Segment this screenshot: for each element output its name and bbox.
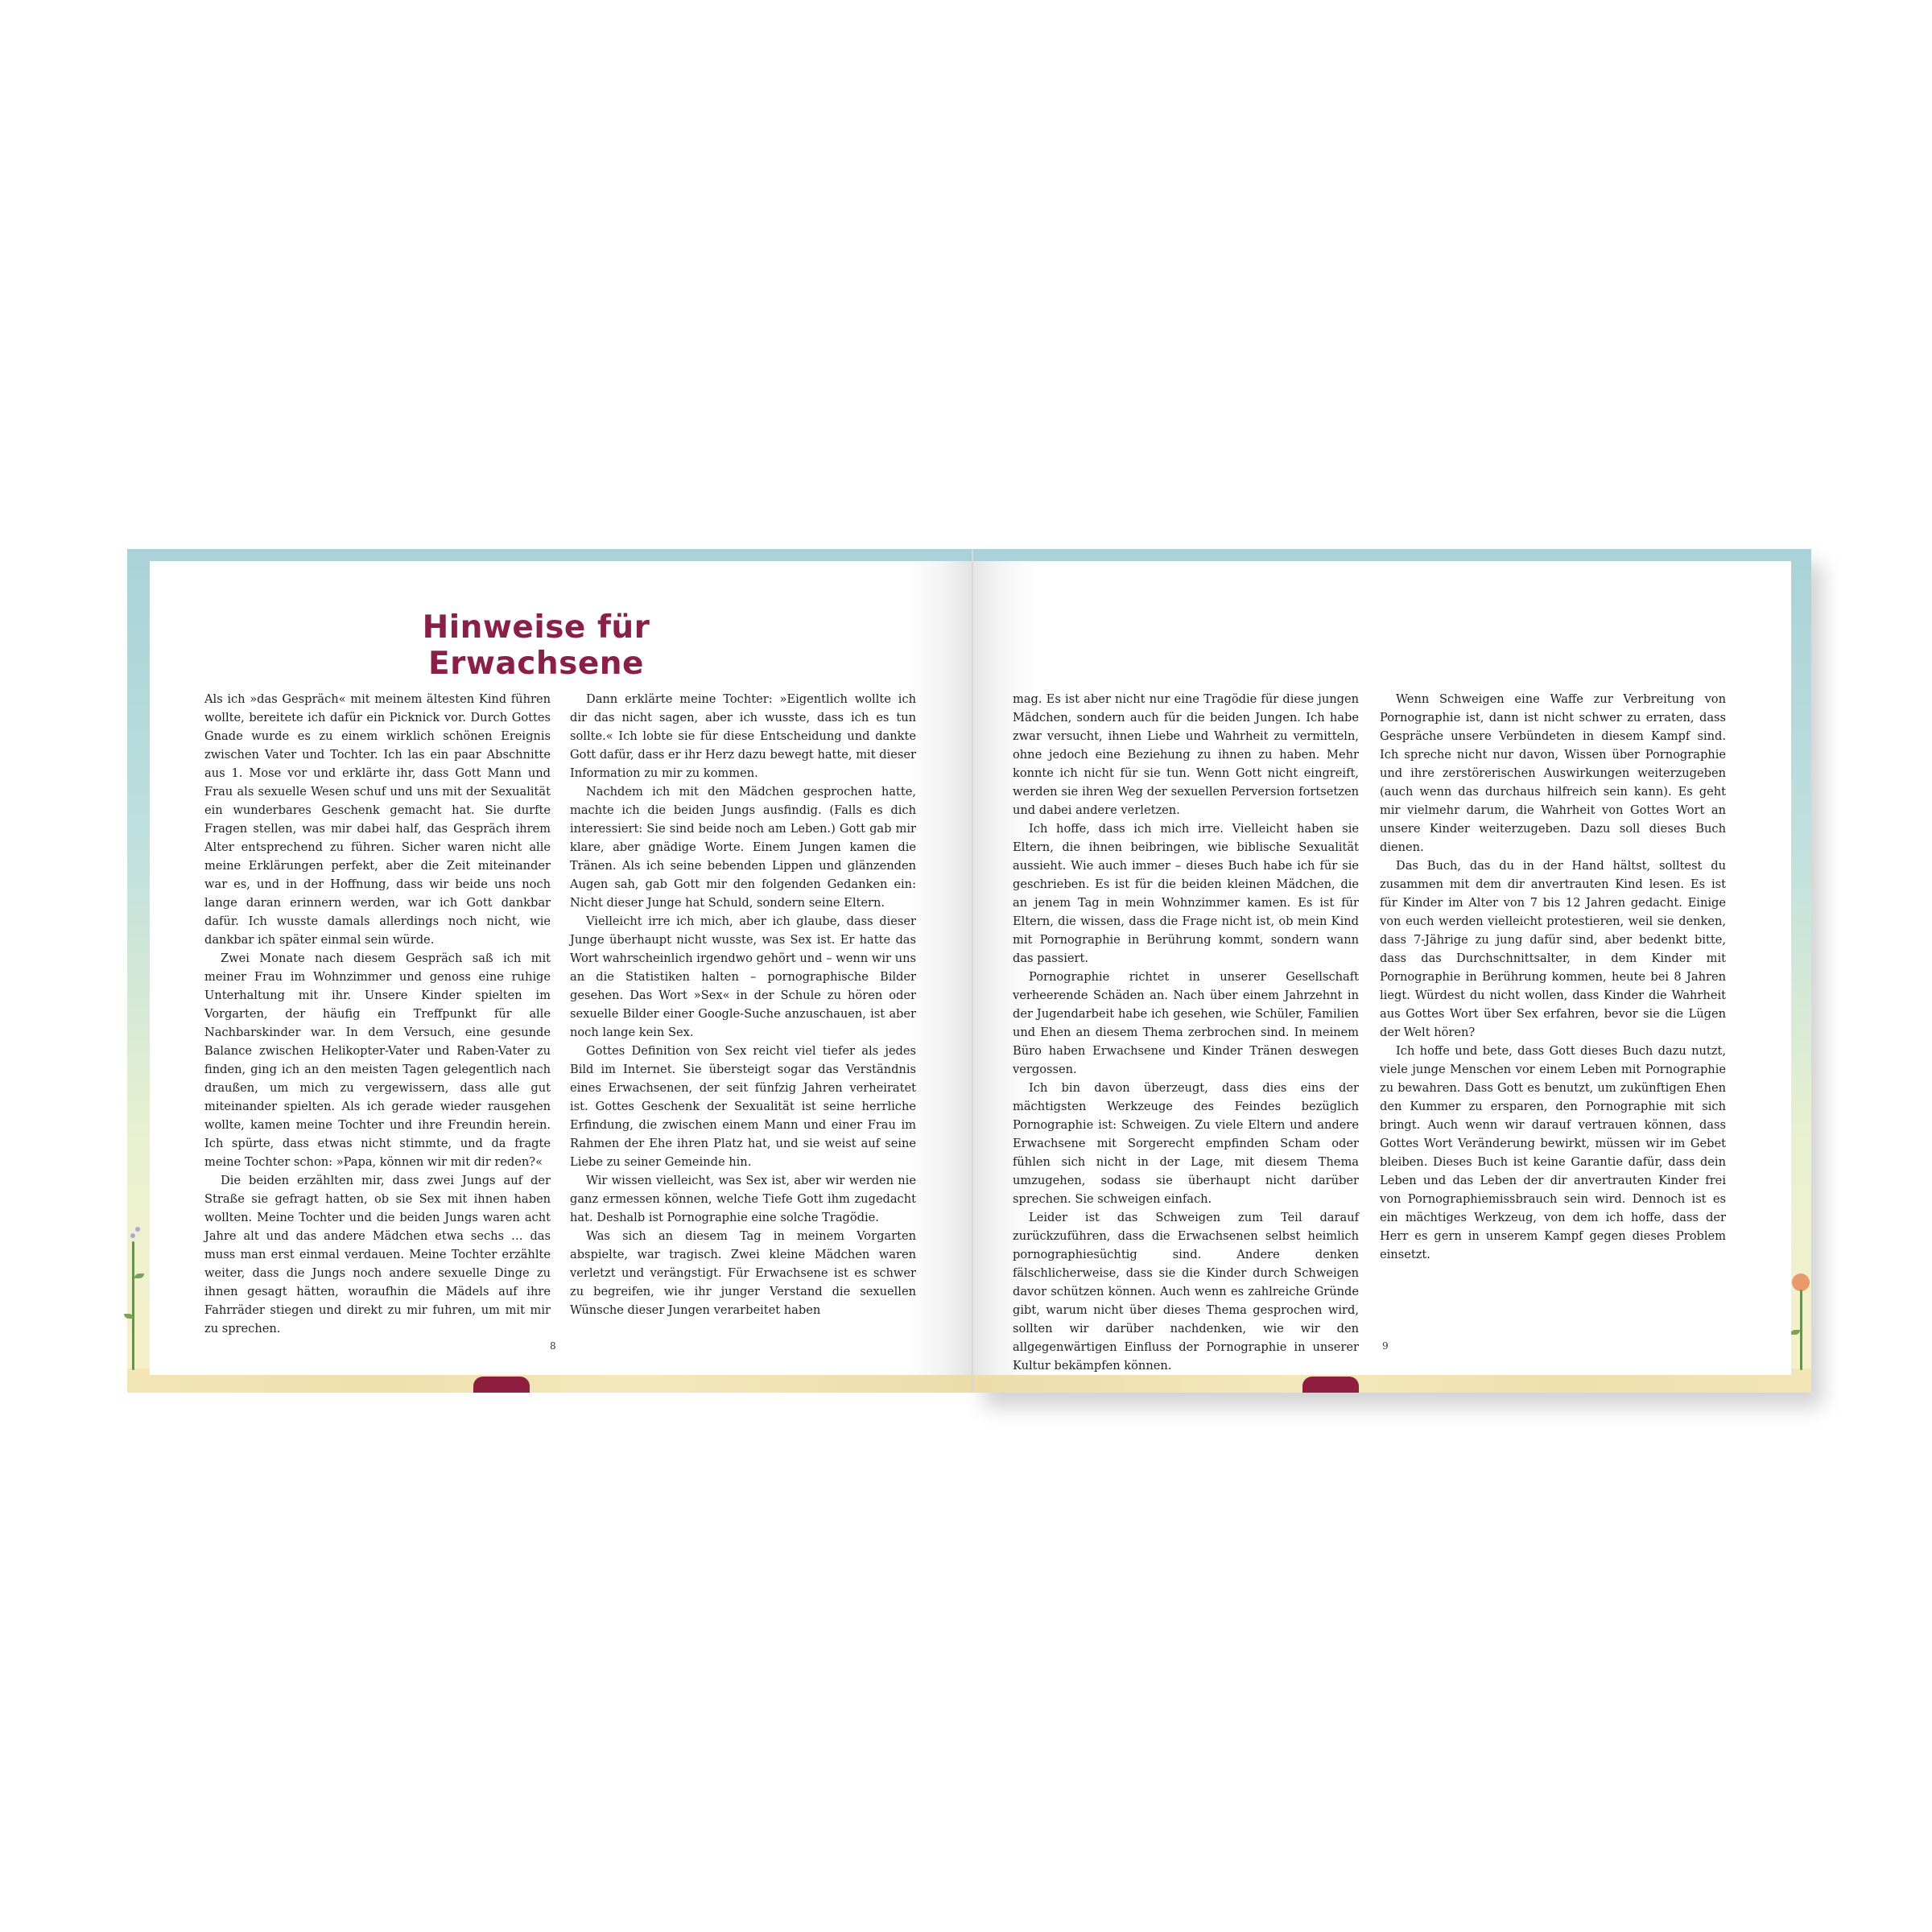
paragraph: mag. Es ist aber nicht nur eine Tragödie für diese jungen Mädchen, sondern auch für die beiden Jungen. Ich habe zwar versucht, ihnen Liebe und Wahrheit zu vermitteln, ohne jedoch eine Beziehung zu ihnen zu haben. Mehr konnte ich nicht für sie tun. Wenn Gott nicht eingreift, werden sie ihren Weg der sexuellen Perversion fortsetzen und dabei andere verletzen. [1013, 692, 1359, 817]
page-left [150, 561, 972, 1375]
paragraph: Ich bin davon überzeugt, dass dies eins der mächtigsten Werkzeuge des Feindes bezüglich Pornographie ist: Schweigen. Zu viele Eltern und andere Erwachsene mit Sorgerecht empfinden Scham oder fühlen sich nicht in der Lage, mit diesem Thema umzugehen, sodass sie überhaupt nicht darüber sprechen. Sie schweigen einfach. [1013, 1081, 1359, 1206]
paragraph: Vielleicht irre ich mich, aber ich glaube, dass dieser Junge überhaupt nicht wusste, was Sex ist. Er hatte das Wort wahrscheinlich irgendwo gehört und – wenn wir uns an die Statistiken halten – pornographische Bilder gesehen. Das Wort »Sex« in der Schule zu hören oder sexuelle Bilder einer Google-Suche anzuschauen, ist aber noch lange kein Sex. [570, 914, 916, 1039]
page-number: 8 [550, 1340, 556, 1352]
text-column-4 [1380, 690, 1726, 1264]
paragraph: Leider ist das Schweigen zum Teil darauf zurückzuführen, dass die Erwachsenen selbst heimlich pornographiesüchtig sind. Andere denken fälschlicherweise, dass sie die Kinder durch Schweigen davor schützen können. Auch wenn es zahlreiche Gründe gibt, warum nicht über dieses Thema gesprochen wird, sollten wir darüber nachdenken, wie wir den allgegenwärtigen Einfluss der Pornographie in unserer Kultur bekämpfen können. [1013, 1211, 1359, 1373]
paragraph: Ich hoffe und bete, dass Gott dieses Buch dazu nutzt, viele junge Menschen vor einem Leben mit Pornographie zu bewahren. Dass Gott es benutzt, um zukünftigen Ehen den Kummer zu ersparen, den Pornographie mit sich bringt. Auch wenn wir darauf vertrauen können, dass Gottes Wort Veränderung bewirkt, müssen wir im Gebet bleiben. Dieses Buch ist keine Garantie dafür, dass dein Leben und das Leben der dir anvertrauten Kinder frei von Pornographiemissbrauch sein wird. Dennoch ist es ein mächtiges Werkzeug, von dem ich hoffe, dass der Herr es gern in unserem Kampf gegen dieses Problem einsetzt. [1380, 1044, 1726, 1261]
paragraph: Ich hoffe, dass ich mich irre. Vielleicht haben sie Eltern, die ihnen beibringen, wie biblische Sexualität aussieht. Wie auch immer – dieses Buch habe ich für sie geschrieben. Es ist für die beiden kleinen Mädchen, die an jenem Tag in mein Wohnzimmer kamen. Es ist für Eltern, die wissen, dass die Frage nicht ist, ob mein Kind mit Pornographie in Berührung kommt, sondern wann das passiert. [1013, 822, 1359, 965]
flower-illustration [1302, 1377, 1359, 1393]
paragraph: Wenn Schweigen eine Waffe zur Verbreitung von Pornographie ist, dann ist nicht schwer zu erraten, dass Gespräche unsere Verbündeten in diesem Kampf sind. Ich spreche nicht nur davon, Wissen über Pornographie und ihre zerstörerischen Auswirkungen weiterzugeben (auch wenn das durchaus hilfreich sein kann). Es geht mir vielmehr darum, die Wahrheit von Gottes Wort an unsere Kinder weiterzugeben. Dazu soll dieses Buch dienen. [1380, 692, 1726, 854]
book-spread [127, 549, 1811, 1393]
paragraph: Gottes Definition von Sex reicht viel tiefer als jedes Bild im Internet. Sie übersteigt sogar das Verständnis eines Erwachsenen, der seit fünfzig Jahren verheiratet ist. Gottes Geschenk der Sexualität ist seine herrliche Erfindung, die zwischen einem Mann und einer Frau im Rahmen der Ehe ihren Platz hat, und sie weist auf seine Liebe zu seiner Gemeinde hin. [570, 1044, 916, 1169]
paragraph: Wir wissen vielleicht, was Sex ist, aber wir werden nie ganz ermessen können, welche Tiefe Gott ihm zugedacht hat. Deshalb ist Pornographie eine solche Tragödie. [570, 1174, 916, 1224]
paragraph: Pornographie richtet in unserer Gesellschaft verheerende Schäden an. Nach über einem Jahrzehnt in der Jugendarbeit habe ich gesehen, wie Schüler, Familien und Ehen an diesem Thema zerbrochen sind. In meinem Büro haben Erwachsene und Kinder Tränen deswegen vergossen. [1013, 970, 1359, 1076]
paragraph: Zwei Monate nach diesem Gespräch saß ich mit meiner Frau im Wohnzimmer und genoss eine ruhige Unterhaltung mit ihr. Unsere Kinder spielten im Vorgarten, der häufig ein Treffpunkt für alle Nachbarskinder war. In dem Versuch, eine gesunde Balance zwischen Helikopter-Vater und Raben-Vater zu finden, ging ich an den meisten Tagen gelegentlich nach draußen, um mich zu vergewissern, dass alle gut miteinander spielten. Als ich gerade wieder rausgehen wollte, kamen meine Tochter und ihre Freundin herein. Ich spürte, dass etwas nicht stimmte, und da fragte meine Tochter schon: »Papa, können wir mit dir reden?« [204, 952, 551, 1169]
paragraph: Das Buch, das du in der Hand hältst, solltest du zusammen mit dem dir anvertrauten Kind lesen. Es ist für Kinder im Alter von 7 bis 12 Jahren gedacht. Einige von euch werden vielleicht protestieren, weil sie denken, dass 7-Jährige zu jung dafür sind, aber bedenkt bitte, dass das Durchschnittsalter, in dem Kinder mit Pornographie in Berührung kommen, heute bei 8 Jahren liegt. Würdest du nicht wollen, dass Kinder die Wahrheit aus Gottes Wort über Sex erfahren, bevor sie die Lügen der Welt hören? [1380, 859, 1726, 1039]
text-column-1 [204, 690, 551, 1338]
lavender-decoration [135, 1227, 140, 1232]
book-gutter [972, 549, 973, 1393]
paragraph: Nachdem ich mit den Mädchen gesprochen hatte, machte ich die beiden Jungs ausfindig. (Falls es dich interessiert: Sie sind beide noch am Leben.) Gott gab mir klare, aber gnädige Worte. Einem Jungen kamen die Tränen. Als ich seine bebenden Lippen und glänzenden Augen sah, gab Gott mir den folgenden Gedanken ein: Nicht dieser Junge hat Schuld, sondern seine Eltern. [570, 785, 916, 910]
text-column-3 [1013, 690, 1359, 1375]
poppy-decoration [1792, 1274, 1810, 1291]
section-title: Hinweise für Erwachsene [422, 609, 650, 682]
paragraph: Als ich »das Gespräch« mit meinem ältesten Kind führen wollte, bereitete ich dafür ein Picknick vor. Durch Gottes Gnade wurde es zu einem wirklich schönen Ereignis zwischen Vater und Tochter. Ich las ein paar Abschnitte aus 1. Mose vor und erklärte ihr, dass Gott Mann und Frau als sexuelle Wesen schuf und uns mit der Sexualität ein wunderbares Geschenk gemacht hat. Sie durfte Fragen stellen, was mir dabei half, das Gespräch ihrem Alter entsprechend zu führen. Sicher waren nicht alle meine Erklärungen perfekt, aber die Zeit miteinander war es, und in der Hoffnung, dass wir beide uns noch lange daran erinnern werden, war ich Gott dankbar dafür. Ich wusste damals allerdings noch nicht, wie dankbar ich später einmal sein würde. [204, 692, 551, 947]
flower-illustration [473, 1377, 530, 1393]
page-right [972, 561, 1791, 1375]
paragraph: Was sich an diesem Tag in meinem Vorgarten abspielte, war tragisch. Zwei kleine Mädchen waren verletzt und verängstigt. Für Erwachsene ist es schwer zu begreifen, wie ihr junger Verstand die sexuellen Wünsche dieser Jungen verarbeitet haben [570, 1229, 916, 1317]
lavender-decoration [130, 1233, 135, 1238]
leaf-decoration [124, 1314, 134, 1319]
paragraph: Dann erklärte meine Tochter: »Eigentlich wollte ich dir das nicht sagen, aber ich wusste, dass ich es tun sollte.« Ich lobte sie für diese Entscheidung und dankte Gott dafür, dass er ihr Herz dazu bewegt hatte, mit dieser Information zu mir zu kommen. [570, 692, 916, 780]
sprig-decoration [1800, 1290, 1802, 1370]
paragraph: Die beiden erzählten mir, dass zwei Jungs auf der Straße sie gefragt hatten, ob sie Sex mit ihnen haben wollten. Meine Tochter und die beiden Jungs waren acht Jahre alt und das andere Mädchen etwa sechs … das muss man erst einmal verdauen. Meine Tochter erzählte weiter, dass die Jungs noch andere sexuelle Dinge zu ihnen gesagt hätten, woraufhin die Mädels auf ihre Fahrräder stiegen und direkt zu mir fuhren, um mit mir zu sprechen. [204, 1174, 551, 1335]
sprig-decoration [132, 1241, 134, 1370]
text-column-2 [570, 690, 916, 1319]
page-number: 9 [1382, 1340, 1389, 1352]
